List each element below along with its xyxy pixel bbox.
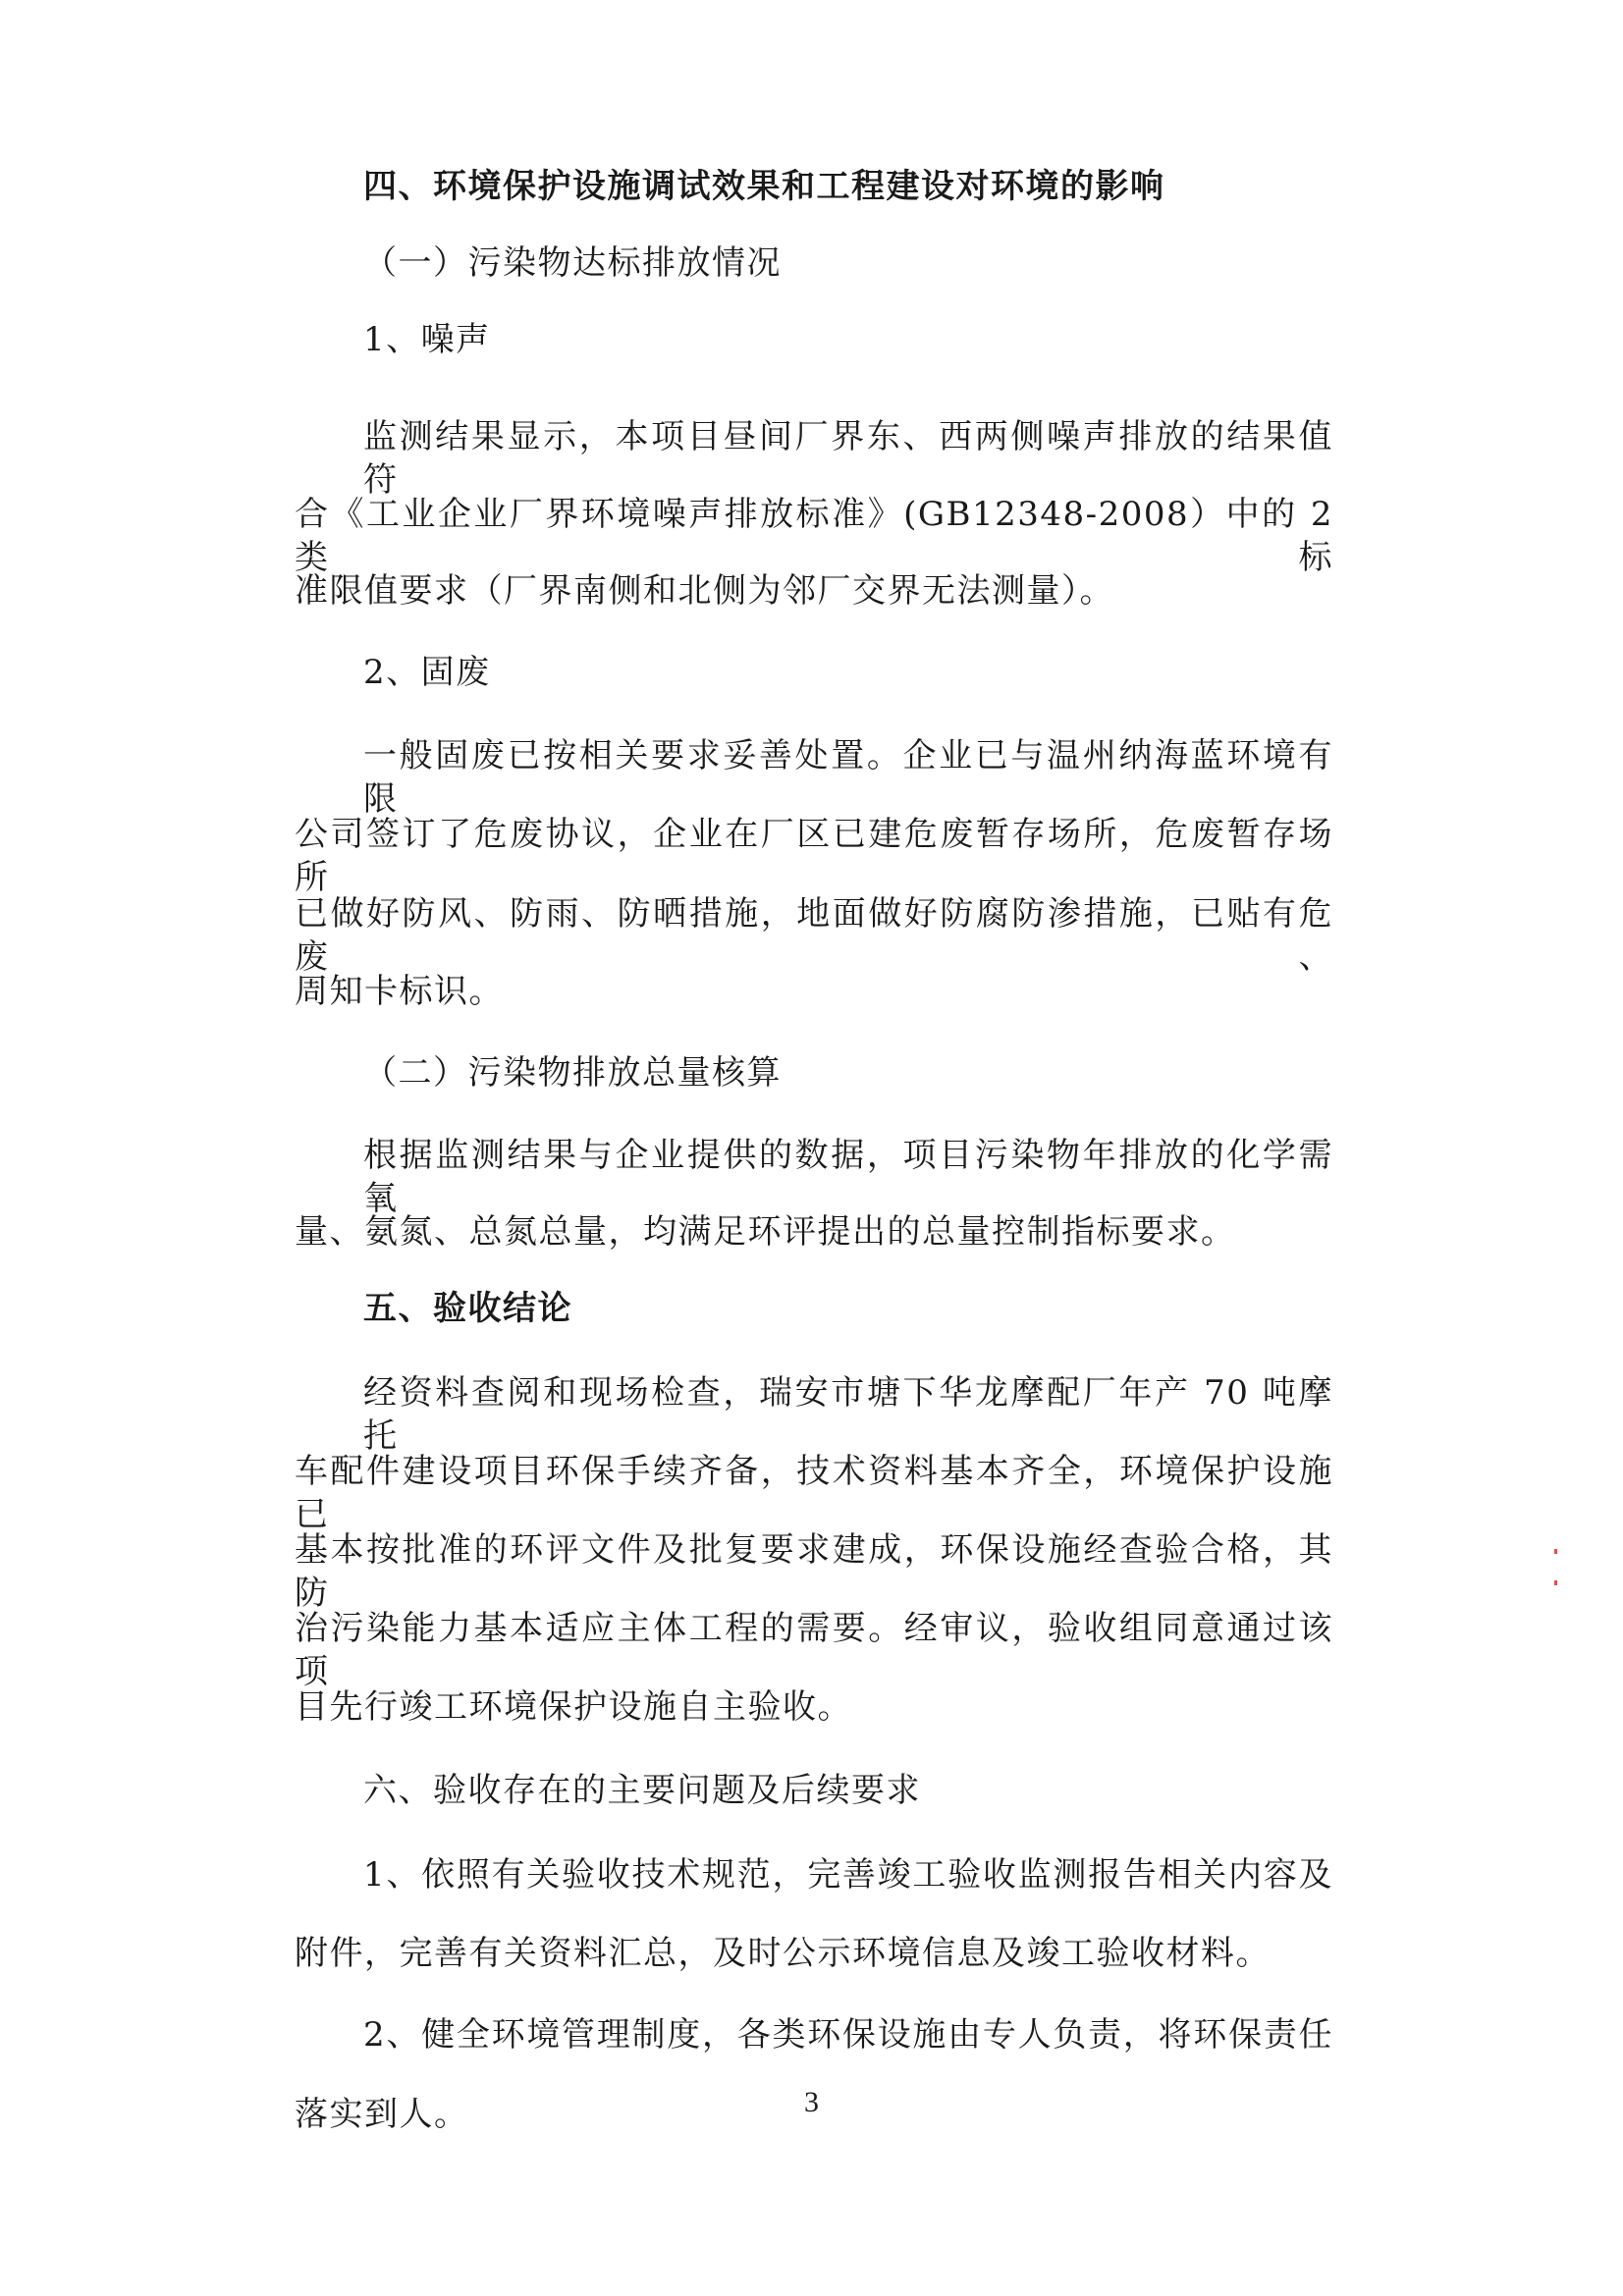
sub-heading: （一）污染物达标排放情况 [363,243,782,283]
body-line: 目先行竣工环境保护设施自主验收。 [295,1687,852,1727]
section-heading: 四、环境保护设施调试效果和工程建设对环境的影响 [363,167,1165,206]
sub-heading: 六、验收存在的主要问题及后续要求 [363,1771,921,1810]
body-line: 公司签订了危废协议，企业在厂区已建危废暂存场所，危废暂存场所 [295,815,1333,897]
sub-heading: 2、固废 [363,653,491,692]
sub-heading: 1、噪声 [363,320,491,359]
body-line: 基本按批准的环评文件及批复要求建成，环保设施经查验合格，其防 [295,1530,1333,1613]
page-number: 3 [804,2086,819,2118]
body-line: 经资料查阅和现场检查，瑞安市塘下华龙摩配厂年产 70 吨摩托 [363,1373,1333,1456]
body-line: 2、健全环境管理制度，各类环保设施由专人负责，将环保责任 [363,2015,1333,2055]
margin-mark [1554,1580,1557,1585]
body-line: 监测结果显示，本项目昼间厂界东、西两侧噪声排放的结果值符 [363,417,1333,500]
body-line: 治污染能力基本适应主体工程的需要。经审议，验收组同意通过该项 [295,1609,1333,1691]
body-line: 周知卡标识。 [295,972,504,1011]
body-line: 一般固废已按相关要求妥善处置。企业已与温州纳海蓝环境有限 [363,736,1333,819]
body-line: 车配件建设项目环保手续齐备，技术资料基本齐全，环境保护设施已 [295,1452,1333,1534]
body-line: 1、依照有关验收技术规范，完善竣工验收监测报告相关内容及 [363,1855,1333,1895]
body-line: 根据监测结果与企业提供的数据，项目污染物年排放的化学需氧 [363,1136,1333,1218]
sub-heading: （二）污染物排放总量核算 [363,1053,782,1093]
body-line: 已做好防风、防雨、防晒措施，地面做好防腐防渗措施，已贴有危废、 [295,894,1333,977]
section-heading: 五、验收结论 [363,1289,572,1328]
body-line: 量、氨氮、总氮总量，均满足环评提出的总量控制指标要求。 [295,1212,1236,1252]
body-line: 合《工业企业厂界环境噪声排放标准》(GB12348-2008）中的 2 类标 [295,495,1333,577]
body-line: 附件，完善有关资料汇总，及时公示环境信息及竣工验收材料。 [295,1934,1271,1973]
margin-mark [1554,1549,1557,1554]
body-line: 准限值要求（厂界南侧和北侧为邻厂交界无法测量）。 [295,571,1114,611]
body-line: 落实到人。 [295,2095,469,2134]
